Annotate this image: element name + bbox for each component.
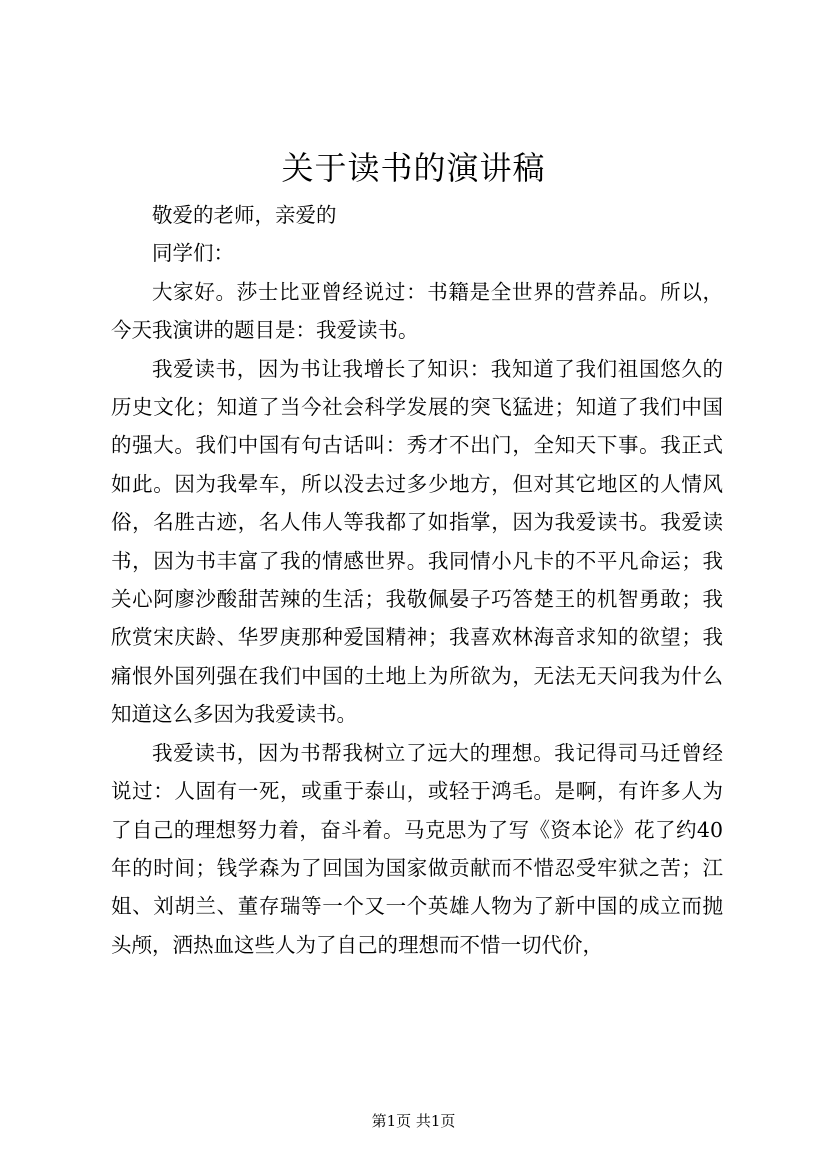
salutation-line: 敬爱的老师，亲爱的 [152,203,337,227]
body-paragraph: 我爱读书，因为书让我增长了知识：我知道了我们祖国悠久的历史文化；知道了当今社会科学发展的突飞猛进；知道了我们中国的强大。我们中国有句古话叫：秀才不出门，全知天下事。我正式如此。因为我晕车，所以没去过多少地方，但对其它地区的人情风俗，名胜古迹，名人伟人等我都了如指掌，因为我爱读书。我爱读书，因为书丰富了我的情感世界。我同情小凡卡的不平凡命运；我关心阿廖沙酸甜苦辣的生活；我敬佩晏子巧答楚王的机智勇敢；我欣赏宋庆龄、华罗庚那种爱国精神；我喜欢林海音求知的欲望；我痛恨外国列强在我们中国的土地上为所欲为，无法无天问我为什么知道这么多因为我爱读书。 [111,356,723,727]
document-title: 关于读书的演讲稿 [281,149,546,187]
body-paragraph: 大家好。莎士比亚曾经说过：书籍是全世界的营养品。所以，今天我演讲的题目是：我爱读书。 [111,279,723,343]
document-body [111,196,723,964]
page-footer: 第1页 共1页 [371,1112,456,1130]
salutation-line: 同学们： [152,241,234,266]
body-paragraph: 我爱读书，因为书帮我树立了远大的理想。我记得司马迁曾经说过：人固有一死，或重于泰山，或轻于鸿毛。是啊，有许多人为了自己的理想努力着，奋斗着。马克思为了写《资本论》花了约40年的时间；钱学森为了回国为国家做贡献而不惜忍受牢狱之苦；江姐、刘胡兰、董存瑞等一个又一个英雄人物为了新中国的成立而抛头颅，洒热血这些人为了自己的理想而不惜一切代价， [111,740,723,957]
